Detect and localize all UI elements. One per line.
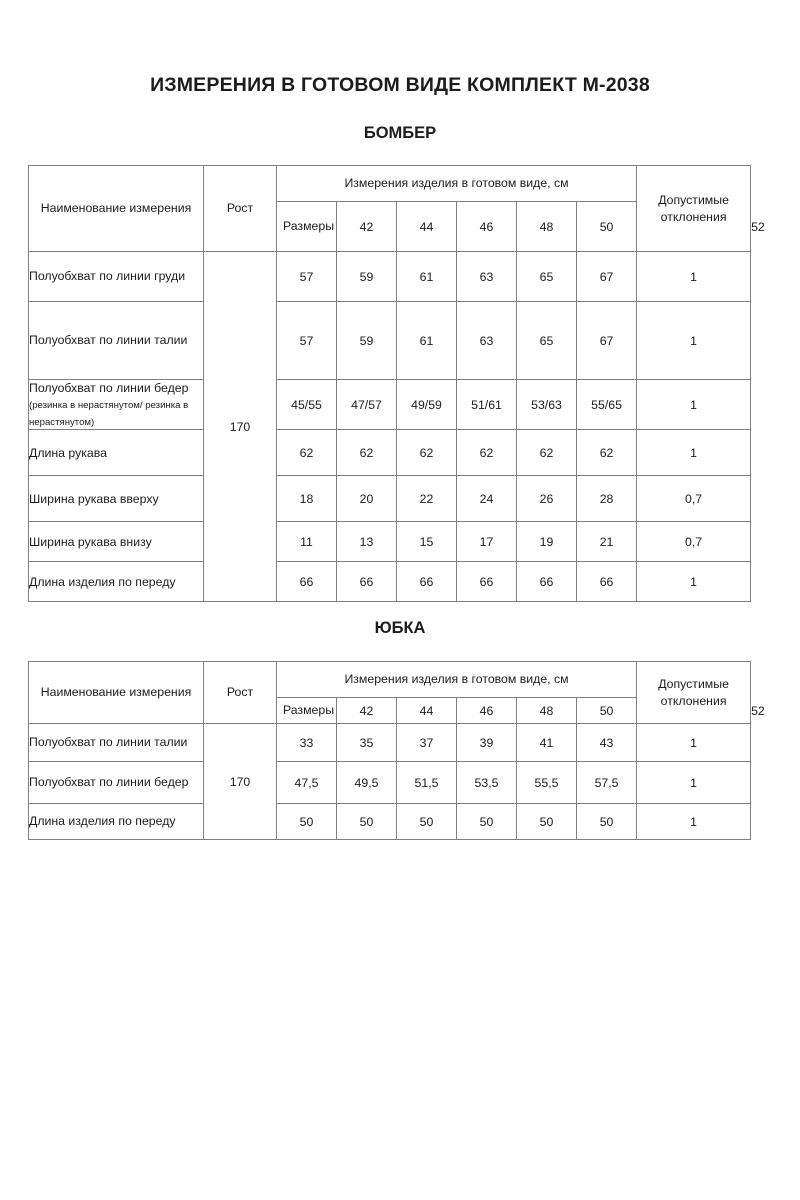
table-row xyxy=(29,380,751,430)
tolerance-value: 1 xyxy=(637,562,751,602)
tolerance-value: 1 xyxy=(637,724,751,762)
measurement-value: 61 xyxy=(397,302,457,380)
tolerance-value: 1 xyxy=(637,762,751,804)
measurement-value: 57 xyxy=(277,302,337,380)
header-tolerance: Допустимые отклонения xyxy=(637,166,751,252)
measurement-value: 62 xyxy=(397,430,457,476)
skirt-table-wrapper xyxy=(28,661,765,840)
measurement-value: 67 xyxy=(577,252,637,302)
size-header-48: 48 xyxy=(517,698,577,724)
measurement-value: 50 xyxy=(517,804,577,840)
measurement-label: Длина рукава xyxy=(29,430,204,476)
table-row xyxy=(29,430,751,476)
measurement-value: 39 xyxy=(457,724,517,762)
header-height: Рост xyxy=(204,662,277,724)
measurement-value: 59 xyxy=(337,302,397,380)
measurement-value: 66 xyxy=(517,562,577,602)
height-value: 170 xyxy=(204,724,277,840)
size-header-50: 50 xyxy=(577,202,637,252)
tolerance-value: 1 xyxy=(637,302,751,380)
measurement-value: 51/61 xyxy=(457,380,517,430)
size-header-42: 42 xyxy=(337,698,397,724)
bomber-table-wrapper xyxy=(28,165,765,602)
measurement-label: Длина изделия по переду xyxy=(29,804,204,840)
measurement-value: 51,5 xyxy=(397,762,457,804)
measurement-value: 18 xyxy=(277,476,337,522)
measurement-value: 53/63 xyxy=(517,380,577,430)
size-header-44: 44 xyxy=(397,698,457,724)
measurement-value: 65 xyxy=(517,252,577,302)
measurement-value: 57 xyxy=(277,252,337,302)
measurement-value: 66 xyxy=(337,562,397,602)
measurement-value: 28 xyxy=(577,476,637,522)
measurement-value: 20 xyxy=(337,476,397,522)
section-title-skirt: ЮБКА xyxy=(374,619,426,637)
measurement-value: 24 xyxy=(457,476,517,522)
measurement-value: 66 xyxy=(577,562,637,602)
sizes-label: Размеры xyxy=(277,202,337,252)
table-row xyxy=(29,762,751,804)
measurement-value: 62 xyxy=(577,430,637,476)
table-sizes-row: Размеры 42 44 46 48 50 52 xyxy=(29,202,751,252)
table-row xyxy=(29,804,751,840)
tolerance-value: 1 xyxy=(637,430,751,476)
table-row xyxy=(29,252,751,302)
measurement-value: 61 xyxy=(397,252,457,302)
size-header-46: 46 xyxy=(457,202,517,252)
measurement-value: 50 xyxy=(337,804,397,840)
height-value: 170 xyxy=(204,252,277,602)
header-height: Рост xyxy=(204,166,277,252)
tolerance-value: 0,7 xyxy=(637,522,751,562)
measurement-value: 13 xyxy=(337,522,397,562)
measurement-value: 19 xyxy=(517,522,577,562)
measurement-value: 63 xyxy=(457,302,517,380)
measurement-value: 50 xyxy=(577,804,637,840)
measurement-value: 67 xyxy=(577,302,637,380)
measurement-label: Ширина рукава внизу xyxy=(29,522,204,562)
table-row xyxy=(29,562,751,602)
measurement-value: 50 xyxy=(397,804,457,840)
measurement-value: 21 xyxy=(577,522,637,562)
size-header-46: 46 xyxy=(457,698,517,724)
measurement-value: 22 xyxy=(397,476,457,522)
measurement-value: 66 xyxy=(397,562,457,602)
page-title: ИЗМЕРЕНИЯ В ГОТОВОМ ВИДЕ КОМПЛЕКТ М-2038 xyxy=(150,74,650,96)
bomber-measurements-table xyxy=(28,165,765,602)
header-measurement-name: Наименование измерения xyxy=(29,166,204,252)
tolerance-value: 1 xyxy=(637,804,751,840)
measurement-value: 66 xyxy=(277,562,337,602)
measurement-value: 62 xyxy=(457,430,517,476)
measurement-label: Полуобхват по линии бедер (резинка в нерастянутом/ резинка в нерастянутом) xyxy=(29,380,204,430)
measurement-value: 49/59 xyxy=(397,380,457,430)
measurement-value: 59 xyxy=(337,252,397,302)
measurement-value: 65 xyxy=(517,302,577,380)
size-header-48: 48 xyxy=(517,202,577,252)
table-row xyxy=(29,476,751,522)
measurement-value: 41 xyxy=(517,724,577,762)
measurement-label: Полуобхват по линии бедер xyxy=(29,762,204,804)
size-header-44: 44 xyxy=(397,202,457,252)
measurement-value: 37 xyxy=(397,724,457,762)
measurement-value: 66 xyxy=(457,562,517,602)
measurement-value: 26 xyxy=(517,476,577,522)
measurement-value: 45/55 xyxy=(277,380,337,430)
measurement-label: Полуобхват по линии талии xyxy=(29,724,204,762)
sizes-label: Размеры xyxy=(277,698,337,724)
table-row xyxy=(29,302,751,380)
section-title-bomber: БОМБЕР xyxy=(363,124,437,142)
measurement-note: (резинка в нерастянутом/ резинка в нерастянутом) xyxy=(29,400,189,428)
tolerance-value: 0,7 xyxy=(637,476,751,522)
measurement-value: 50 xyxy=(457,804,517,840)
measurement-label: Полуобхват по линии груди xyxy=(29,252,204,302)
tolerance-value: 1 xyxy=(637,252,751,302)
measurement-label: Ширина рукава вверху xyxy=(29,476,204,522)
table-header-row xyxy=(29,662,751,698)
size-header-50: 50 xyxy=(577,698,637,724)
measurement-value: 17 xyxy=(457,522,517,562)
measurement-value: 15 xyxy=(397,522,457,562)
table-row xyxy=(29,724,751,762)
measurement-value: 47/57 xyxy=(337,380,397,430)
measurement-label: Полуобхват по линии талии xyxy=(29,302,204,380)
measurement-value: 50 xyxy=(277,804,337,840)
header-measurements: Измерения изделия в готовом виде, см xyxy=(277,166,637,202)
measurement-value: 49,5 xyxy=(337,762,397,804)
measurement-value: 53,5 xyxy=(457,762,517,804)
measurement-value: 33 xyxy=(277,724,337,762)
size-header-42: 42 xyxy=(337,202,397,252)
measurement-value: 55,5 xyxy=(517,762,577,804)
measurement-label: Длина изделия по переду xyxy=(29,562,204,602)
measurement-value: 62 xyxy=(337,430,397,476)
measurement-value: 63 xyxy=(457,252,517,302)
measurement-value: 62 xyxy=(277,430,337,476)
table-row xyxy=(29,522,751,562)
measurement-value: 35 xyxy=(337,724,397,762)
table-sizes-row: Размеры 42 44 46 48 50 52 xyxy=(29,698,751,724)
skirt-measurements-table xyxy=(28,661,765,840)
measurement-value: 57,5 xyxy=(577,762,637,804)
table-header-row xyxy=(29,166,751,202)
measurement-value: 55/65 xyxy=(577,380,637,430)
header-measurement-name: Наименование измерения xyxy=(29,662,204,724)
measurement-value: 62 xyxy=(517,430,577,476)
measurement-value: 43 xyxy=(577,724,637,762)
header-tolerance: Допустимые отклонения xyxy=(637,662,751,724)
measurement-value: 11 xyxy=(277,522,337,562)
measurement-value: 47,5 xyxy=(277,762,337,804)
tolerance-value: 1 xyxy=(637,380,751,430)
header-measurements: Измерения изделия в готовом виде, см xyxy=(277,662,637,698)
